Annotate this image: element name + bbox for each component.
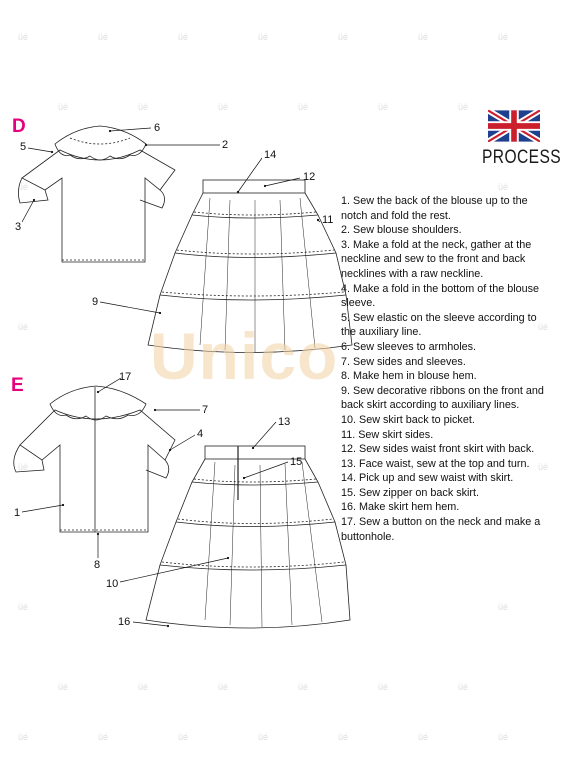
- svg-text:üé: üé: [458, 102, 469, 112]
- step-item: 5. Sew elastic on the sleeve according to the auxiliary line.: [341, 311, 537, 339]
- section-d-label: D: [12, 116, 26, 137]
- step-item: 15. Sew zipper on back skirt.: [341, 486, 480, 499]
- svg-text:üé: üé: [18, 462, 29, 472]
- step-item: 7. Sew sides and sleeves.: [341, 355, 466, 368]
- callout-5: 3: [15, 221, 22, 233]
- svg-text:üé: üé: [338, 732, 349, 742]
- callout-3: 6: [154, 122, 161, 134]
- step-item: 17. Sew a button on the neck and make a buttonhole.: [341, 516, 541, 543]
- section-e-label: E: [11, 375, 24, 396]
- svg-text:üé: üé: [498, 602, 509, 612]
- svg-text:üé: üé: [218, 682, 229, 692]
- step-item: 10. Sew skirt back to picket.: [341, 413, 475, 426]
- svg-text:üé: üé: [178, 32, 189, 42]
- svg-text:üé: üé: [98, 32, 109, 42]
- callout-17: 17: [119, 371, 132, 383]
- blouse-d-drawing: [18, 126, 175, 262]
- step-item: 13. Face waist, sew at the top and turn.: [341, 457, 530, 470]
- callout-numbers-d: [15, 122, 333, 308]
- callout-13: 13: [278, 416, 291, 428]
- svg-text:üé: üé: [498, 732, 509, 742]
- svg-text:üé: üé: [58, 682, 69, 692]
- step-item: 9. Sew decorative ribbons on the front and back skirt according to auxiliary lines.: [341, 384, 544, 412]
- step-item: 8. Make hem in blouse hem.: [341, 370, 477, 383]
- callout-14: 14: [264, 149, 277, 161]
- svg-text:üé: üé: [418, 32, 429, 42]
- svg-text:üé: üé: [58, 102, 69, 112]
- instruction-steps: [341, 194, 549, 544]
- svg-text:üé: üé: [458, 682, 469, 692]
- callout-12: 12: [303, 171, 316, 183]
- step-item: 11. Sew skirt sides.: [341, 428, 434, 441]
- svg-text:üé: üé: [498, 182, 509, 192]
- uk-flag-icon: [488, 110, 540, 142]
- blouse-e-drawing: [14, 386, 175, 532]
- svg-text:üé: üé: [218, 102, 229, 112]
- svg-text:üé: üé: [378, 102, 389, 112]
- svg-text:üé: üé: [298, 682, 309, 692]
- callout-1: 1: [14, 507, 21, 519]
- step-item: 1. Sew the back of the blouse up to the notch and fold the rest.: [341, 195, 528, 222]
- svg-text:üé: üé: [98, 732, 109, 742]
- svg-text:üé: üé: [18, 322, 29, 332]
- callout-4: 4: [197, 428, 204, 440]
- step-item: 2. Sew blouse shoulders.: [341, 224, 462, 237]
- callout-2: 2: [222, 139, 229, 151]
- svg-text:üé: üé: [258, 732, 269, 742]
- svg-text:üé: üé: [298, 102, 309, 112]
- callout-16: 16: [118, 616, 131, 628]
- callout-10: 10: [106, 578, 119, 590]
- svg-text:üé: üé: [18, 182, 29, 192]
- svg-text:üé: üé: [18, 32, 29, 42]
- step-item: 14. Pick up and sew waist with skirt.: [341, 472, 514, 485]
- svg-text:üé: üé: [538, 462, 549, 472]
- svg-text:üé: üé: [138, 102, 149, 112]
- callout-9: 9: [92, 296, 99, 308]
- callout-numbers-e: [14, 371, 302, 628]
- step-item: 3. Make a fold at the neck, gather at the neckline and sew to the front and back necklines with a raw neckline.: [341, 238, 532, 280]
- callout-7: 7: [202, 404, 209, 416]
- svg-text:üé: üé: [538, 322, 549, 332]
- callout-11: 11: [322, 214, 334, 226]
- svg-text:üé: üé: [258, 32, 269, 42]
- callout-15: 15: [290, 456, 303, 468]
- watermark-text: Unico: [150, 319, 339, 393]
- callout-8: 8: [94, 559, 101, 571]
- svg-text:üé: üé: [498, 32, 509, 42]
- svg-text:üé: üé: [378, 682, 389, 692]
- skirt-e-drawing: [146, 446, 350, 628]
- step-item: 6. Sew sleeves to armholes.: [341, 340, 477, 353]
- step-item: 16. Make skirt hem hem.: [341, 501, 460, 514]
- step-item: 4. Make a fold in the bottom of the blouse sleeve.: [341, 282, 540, 310]
- svg-text:üé: üé: [18, 602, 29, 612]
- step-item: 12. Sew sides waist front skirt with back.: [341, 443, 535, 456]
- callout-6: 5: [20, 141, 27, 153]
- process-label: PROCESS: [482, 147, 562, 168]
- svg-text:üé: üé: [138, 682, 149, 692]
- svg-text:üé: üé: [418, 732, 429, 742]
- svg-text:üé: üé: [18, 732, 29, 742]
- svg-text:üé: üé: [338, 32, 349, 42]
- svg-text:üé: üé: [178, 732, 189, 742]
